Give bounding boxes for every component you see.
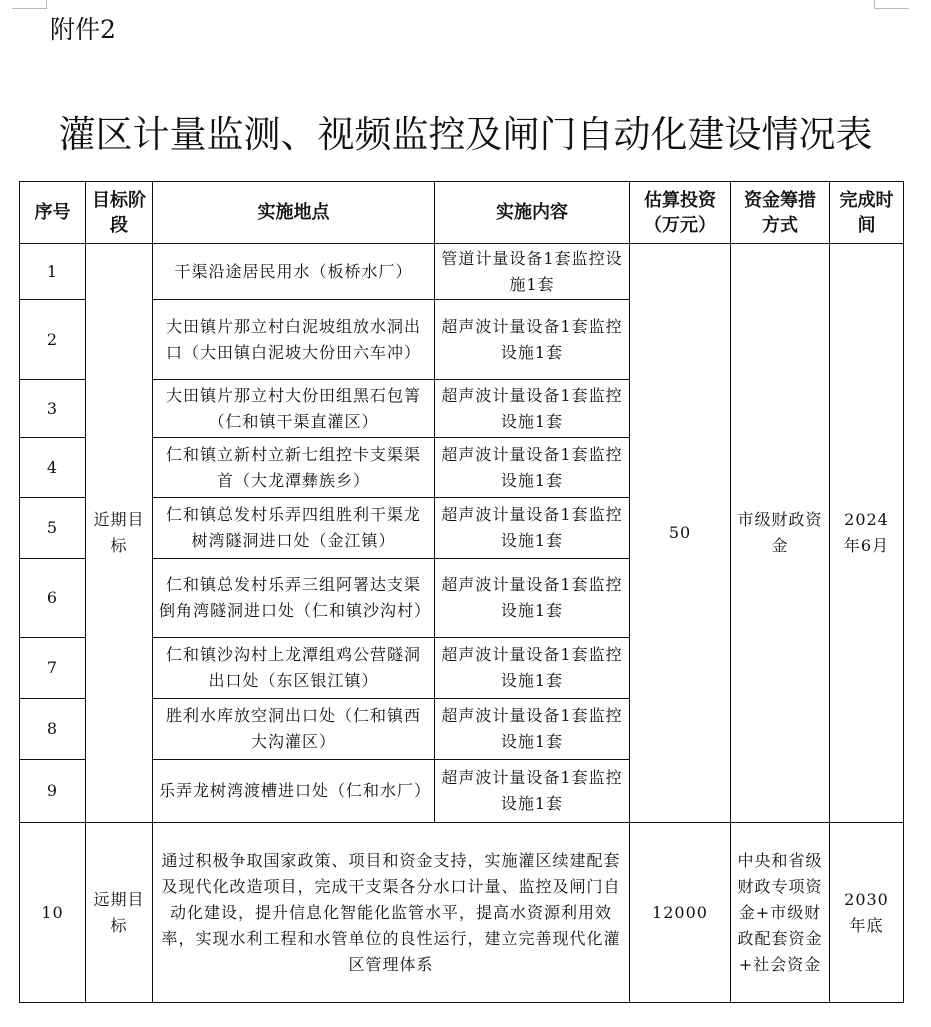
long-term-funding: 中央和省级财政专项资金+市级财政配套资金+社会资金 bbox=[731, 823, 830, 1003]
row-location: 仁和镇沙沟村上龙潭组鸡公营隧洞出口处（东区银江镇） bbox=[153, 638, 435, 699]
table-row bbox=[20, 244, 904, 300]
row-location: 胜利水库放空洞出口处（仁和镇西大沟灌区） bbox=[153, 699, 435, 760]
row-location: 大田镇片那立村大份田组黑石包箐（仁和镇干渠直灌区） bbox=[153, 380, 435, 438]
header-location: 实施地点 bbox=[153, 182, 435, 244]
near-term-funding: 市级财政资金 bbox=[731, 244, 830, 823]
header-seq: 序号 bbox=[20, 182, 86, 244]
row-seq: 5 bbox=[20, 498, 86, 559]
near-term-stage: 近期目标 bbox=[86, 244, 153, 823]
attachment-label: 附件2 bbox=[50, 15, 116, 44]
row-location: 乐弄龙树湾渡槽进口处（仁和水厂） bbox=[153, 760, 435, 823]
header-row bbox=[20, 182, 904, 244]
row-seq: 8 bbox=[20, 699, 86, 760]
row-location: 干渠沿途居民用水（板桥水厂） bbox=[153, 244, 435, 300]
long-term-content: 通过积极争取国家政策、项目和资金支持，实施灌区续建配套及现代化改造项目，完成干支渠各分水口计量、监控及闸门自动化建设，提升信息化智能化监管水平，提高水资源利用效率，实现水利工程和水管单位的良性运行，建立完善现代化灌区管理体系 bbox=[153, 823, 630, 1003]
header-investment: 估算投资（万元） bbox=[630, 182, 731, 244]
long-term-investment: 12000 bbox=[630, 823, 731, 1003]
construction-table bbox=[19, 181, 904, 1003]
row-location: 仁和镇总发村乐弄三组阿署达支渠倒角湾隧洞进口处（仁和镇沙沟村） bbox=[153, 559, 435, 638]
header-content: 实施内容 bbox=[435, 182, 630, 244]
row-seq: 2 bbox=[20, 300, 86, 380]
header-completion: 完成时间 bbox=[830, 182, 904, 244]
row-content: 超声波计量设备1套监控设施1套 bbox=[435, 559, 630, 638]
row-content: 超声波计量设备1套监控设施1套 bbox=[435, 380, 630, 438]
table-row-long-term bbox=[20, 823, 904, 1003]
row-content: 超声波计量设备1套监控设施1套 bbox=[435, 498, 630, 559]
row-location: 大田镇片那立村白泥坡组放水洞出口（大田镇白泥坡大份田六车冲） bbox=[153, 300, 435, 380]
row-content: 超声波计量设备1套监控设施1套 bbox=[435, 638, 630, 699]
row-location: 仁和镇总发村乐弄四组胜利干渠龙树湾隧洞进口处（金江镇） bbox=[153, 498, 435, 559]
row-seq: 7 bbox=[20, 638, 86, 699]
row-seq: 9 bbox=[20, 760, 86, 823]
row-seq: 4 bbox=[20, 438, 86, 498]
near-term-investment: 50 bbox=[630, 244, 731, 823]
row-seq: 3 bbox=[20, 380, 86, 438]
long-term-stage: 远期目标 bbox=[86, 823, 153, 1003]
row-content: 超声波计量设备1套监控设施1套 bbox=[435, 300, 630, 380]
page-title: 灌区计量监测、视频监控及闸门自动化建设情况表 bbox=[58, 113, 873, 156]
crop-mark-left bbox=[12, 0, 47, 9]
row-seq: 6 bbox=[20, 559, 86, 638]
near-term-completion: 2024年6月 bbox=[830, 244, 904, 823]
long-term-completion: 2030年底 bbox=[830, 823, 904, 1003]
row-content: 超声波计量设备1套监控设施1套 bbox=[435, 699, 630, 760]
row-content: 管道计量设备1套监控设施1套 bbox=[435, 244, 630, 300]
row-content: 超声波计量设备1套监控设施1套 bbox=[435, 438, 630, 498]
row-seq: 1 bbox=[20, 244, 86, 300]
row-location: 仁和镇立新村立新七组控卡支渠渠首（大龙潭彝族乡） bbox=[153, 438, 435, 498]
long-term-seq: 10 bbox=[20, 823, 86, 1003]
crop-mark-right bbox=[874, 0, 909, 9]
row-content: 超声波计量设备1套监控设施1套 bbox=[435, 760, 630, 823]
header-stage: 目标阶段 bbox=[86, 182, 153, 244]
header-funding: 资金筹措方式 bbox=[731, 182, 830, 244]
